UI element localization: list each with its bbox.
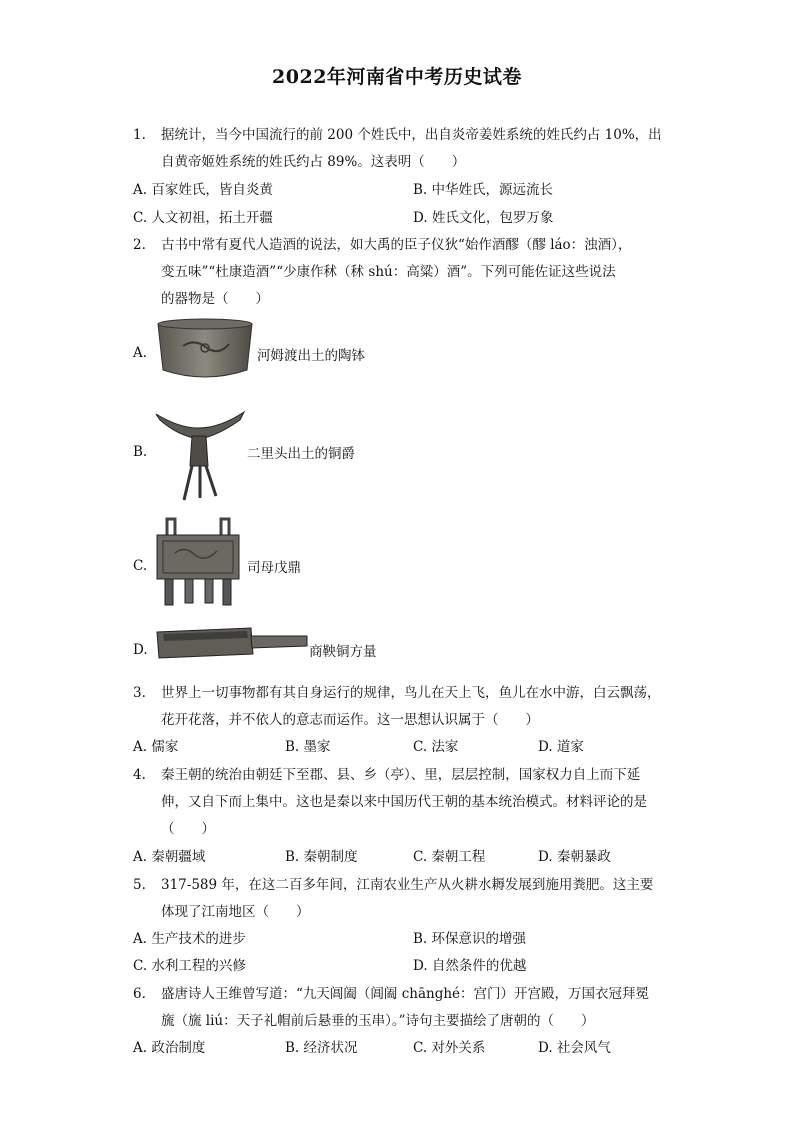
option-c: C. 水利工程的兴修 xyxy=(133,958,246,974)
option-d-letter: D. xyxy=(133,642,148,658)
question-line: 世界上一切事物都有其自身运行的规律，鸟儿在天上飞，鱼儿在水中游，白云飘荡， xyxy=(161,685,661,701)
option-c-caption: 司母戊鼎 xyxy=(247,560,301,576)
question-text xyxy=(161,680,673,734)
option-b: B. 经济状况 xyxy=(285,1040,358,1056)
question-line: 体现了江南地区（ ） xyxy=(161,904,310,920)
option-a: A. 生产技术的进步 xyxy=(133,931,246,947)
question-number: 2. xyxy=(133,237,146,253)
option-d: D. 秦朝暴政 xyxy=(538,849,611,865)
question-1 xyxy=(133,122,673,176)
question-6 xyxy=(133,981,673,1035)
question-4 xyxy=(133,762,673,843)
option-c: C. 法家 xyxy=(413,739,459,755)
question-number: 3. xyxy=(133,685,146,701)
question-line: 变五味”“杜康造酒”“少康作秫（秫 shú：高粱）酒”。下列可能佐证这些说法 xyxy=(161,264,616,280)
option-d: D. 自然条件的优越 xyxy=(413,958,527,974)
question-3 xyxy=(133,680,673,734)
option-b-caption: 二里头出土的铜爵 xyxy=(247,446,355,462)
option-b: B. 秦朝制度 xyxy=(285,849,358,865)
question-number: 6. xyxy=(133,986,146,1002)
option-b: B. 环保意识的增强 xyxy=(413,931,527,947)
option-d-caption: 商鞅铜方量 xyxy=(309,644,377,660)
question-line: 花开花落，并不依人的意志而运作。这一思想认识属于（ ） xyxy=(161,712,539,728)
question-line: 的器物是（ ） xyxy=(161,291,269,307)
question-line: 秦王朝的统治由朝廷下至郡、县、乡（亭）、里，层层控制，国家权力自上而下延 xyxy=(161,767,641,783)
option-c: C. 人文初祖，拓土开疆 xyxy=(133,210,273,226)
option-b: B. 中华姓氏，源远流长 xyxy=(413,182,554,198)
bronze-measure-icon xyxy=(155,624,310,662)
option-d: D. 道家 xyxy=(538,739,584,755)
option-a: A. 政治制度 xyxy=(133,1040,206,1056)
option-a: A. 百家姓氏，皆自炎黄 xyxy=(133,182,273,198)
option-b: B. 墨家 xyxy=(285,739,331,755)
question-2 xyxy=(133,232,673,313)
option-b-letter: B. xyxy=(133,444,148,460)
question-line: 自黄帝姬姓系统的姓氏约占 89%。这表明（ ） xyxy=(161,154,466,170)
option-d: D. 社会风气 xyxy=(538,1040,611,1056)
question-number: 5. xyxy=(133,877,146,893)
pottery-bowl-icon xyxy=(155,318,255,384)
option-d: D. 姓氏文化，包罗万象 xyxy=(413,210,554,226)
option-a-letter: A. xyxy=(133,345,148,361)
question-line: 旒（旒 liú：天子礼帽前后悬垂的玉串）。”诗句主要描绘了唐朝的（ ） xyxy=(161,1013,595,1029)
question-line: 317-589 年，在这二百多年间，江南农业生产从火耕水耨发展到施用粪肥。这主要 xyxy=(161,877,654,893)
bronze-jue-icon xyxy=(154,408,246,502)
question-text xyxy=(161,232,673,313)
option-a: A. 儒家 xyxy=(133,739,179,755)
option-c-letter: C. xyxy=(133,558,148,574)
question-text xyxy=(161,981,673,1035)
question-number: 4. xyxy=(133,767,146,783)
question-line: 伸，又自下而上集中。这也是秦以来中国历代王朝的基本统治模式。材料评论的是 xyxy=(161,794,647,810)
question-line: （ ） xyxy=(161,821,215,837)
page-title: 2022年河南省中考历史试卷 xyxy=(272,66,522,88)
question-5 xyxy=(133,872,673,926)
question-line: 据统计，当今中国流行的前 200 个姓氏中，出自炎帝姜姓系统的姓氏约占 10%，出 xyxy=(161,127,662,143)
question-number: 1. xyxy=(133,127,146,143)
question-text xyxy=(161,872,673,926)
question-text xyxy=(161,122,673,176)
option-a: A. 秦朝疆域 xyxy=(133,849,206,865)
option-a-caption: 河姆渡出土的陶钵 xyxy=(257,348,365,364)
bronze-ding-icon xyxy=(155,517,241,609)
question-text xyxy=(161,762,673,843)
question-line: 古书中常有夏代人造酒的说法，如大禹的臣子仪狄“始作酒醪（醪 láo：浊酒）， xyxy=(161,237,632,253)
question-line: 盛唐诗人王维曾写道：“九天阊阖（阊阖 chānghé：宫门）开宫殿，万国衣冠拜冕 xyxy=(161,986,650,1002)
option-c: C. 秦朝工程 xyxy=(413,849,486,865)
option-c: C. 对外关系 xyxy=(413,1040,486,1056)
